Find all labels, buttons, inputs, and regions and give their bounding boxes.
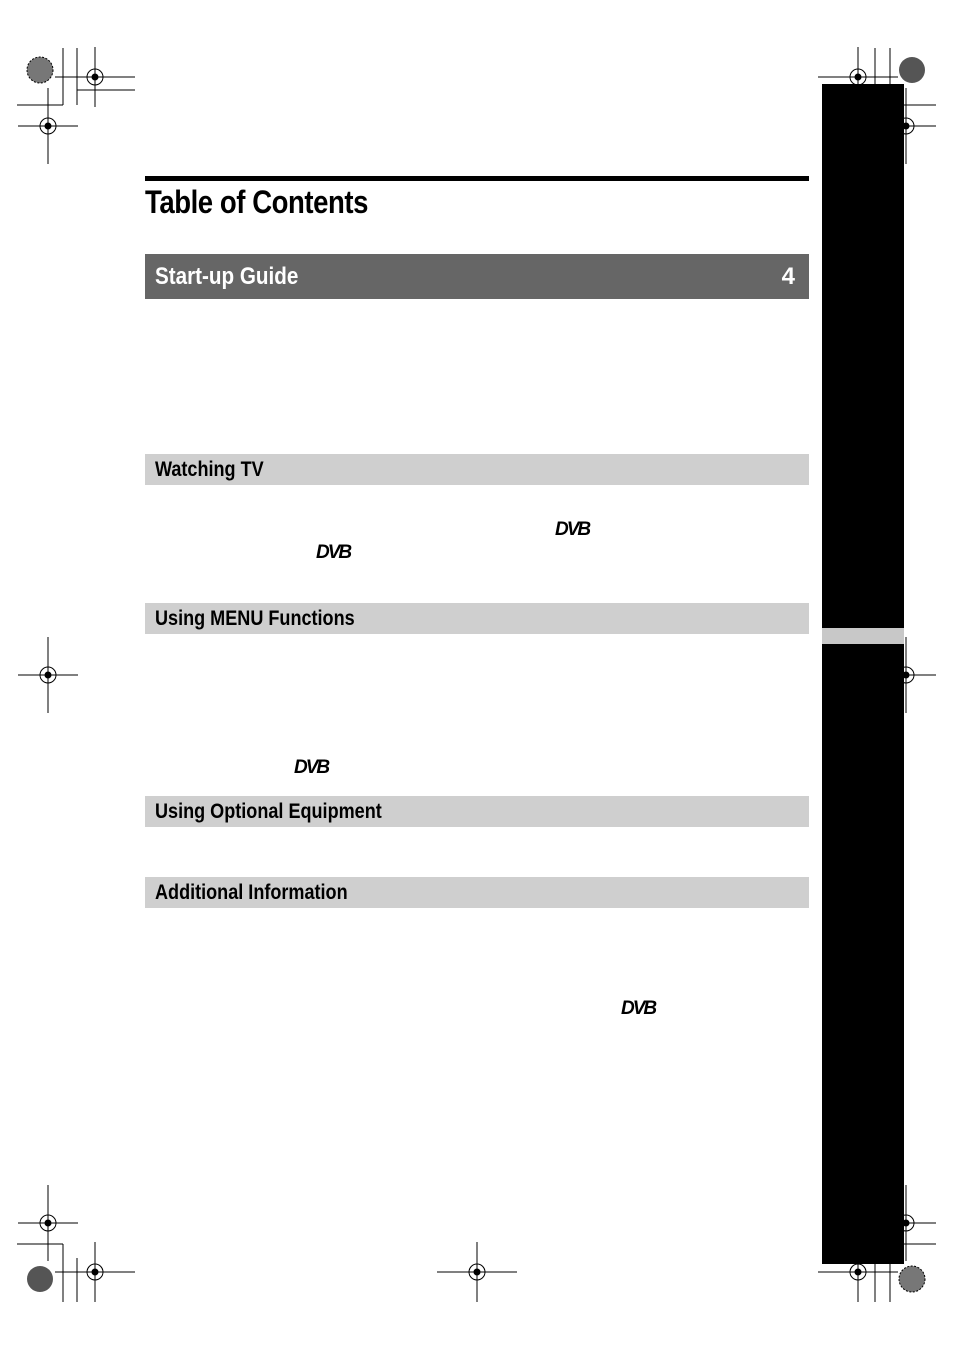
dvb-logo-icon: DVB — [316, 542, 351, 563]
section-label: Watching TV — [155, 457, 264, 481]
dvb-logo-icon: DVB — [555, 519, 590, 540]
section-label: Using Optional Equipment — [155, 799, 382, 823]
dvb-logo-icon: DVB — [621, 998, 656, 1019]
section-label: Additional Information — [155, 880, 348, 904]
dvb-logo-icon: DVB — [294, 757, 329, 778]
section-label: Using MENU Functions — [155, 606, 355, 630]
section-label: Start-up Guide — [155, 262, 299, 290]
page-title: Table of Contents — [145, 184, 369, 220]
section-page-number: 4 — [781, 262, 795, 290]
